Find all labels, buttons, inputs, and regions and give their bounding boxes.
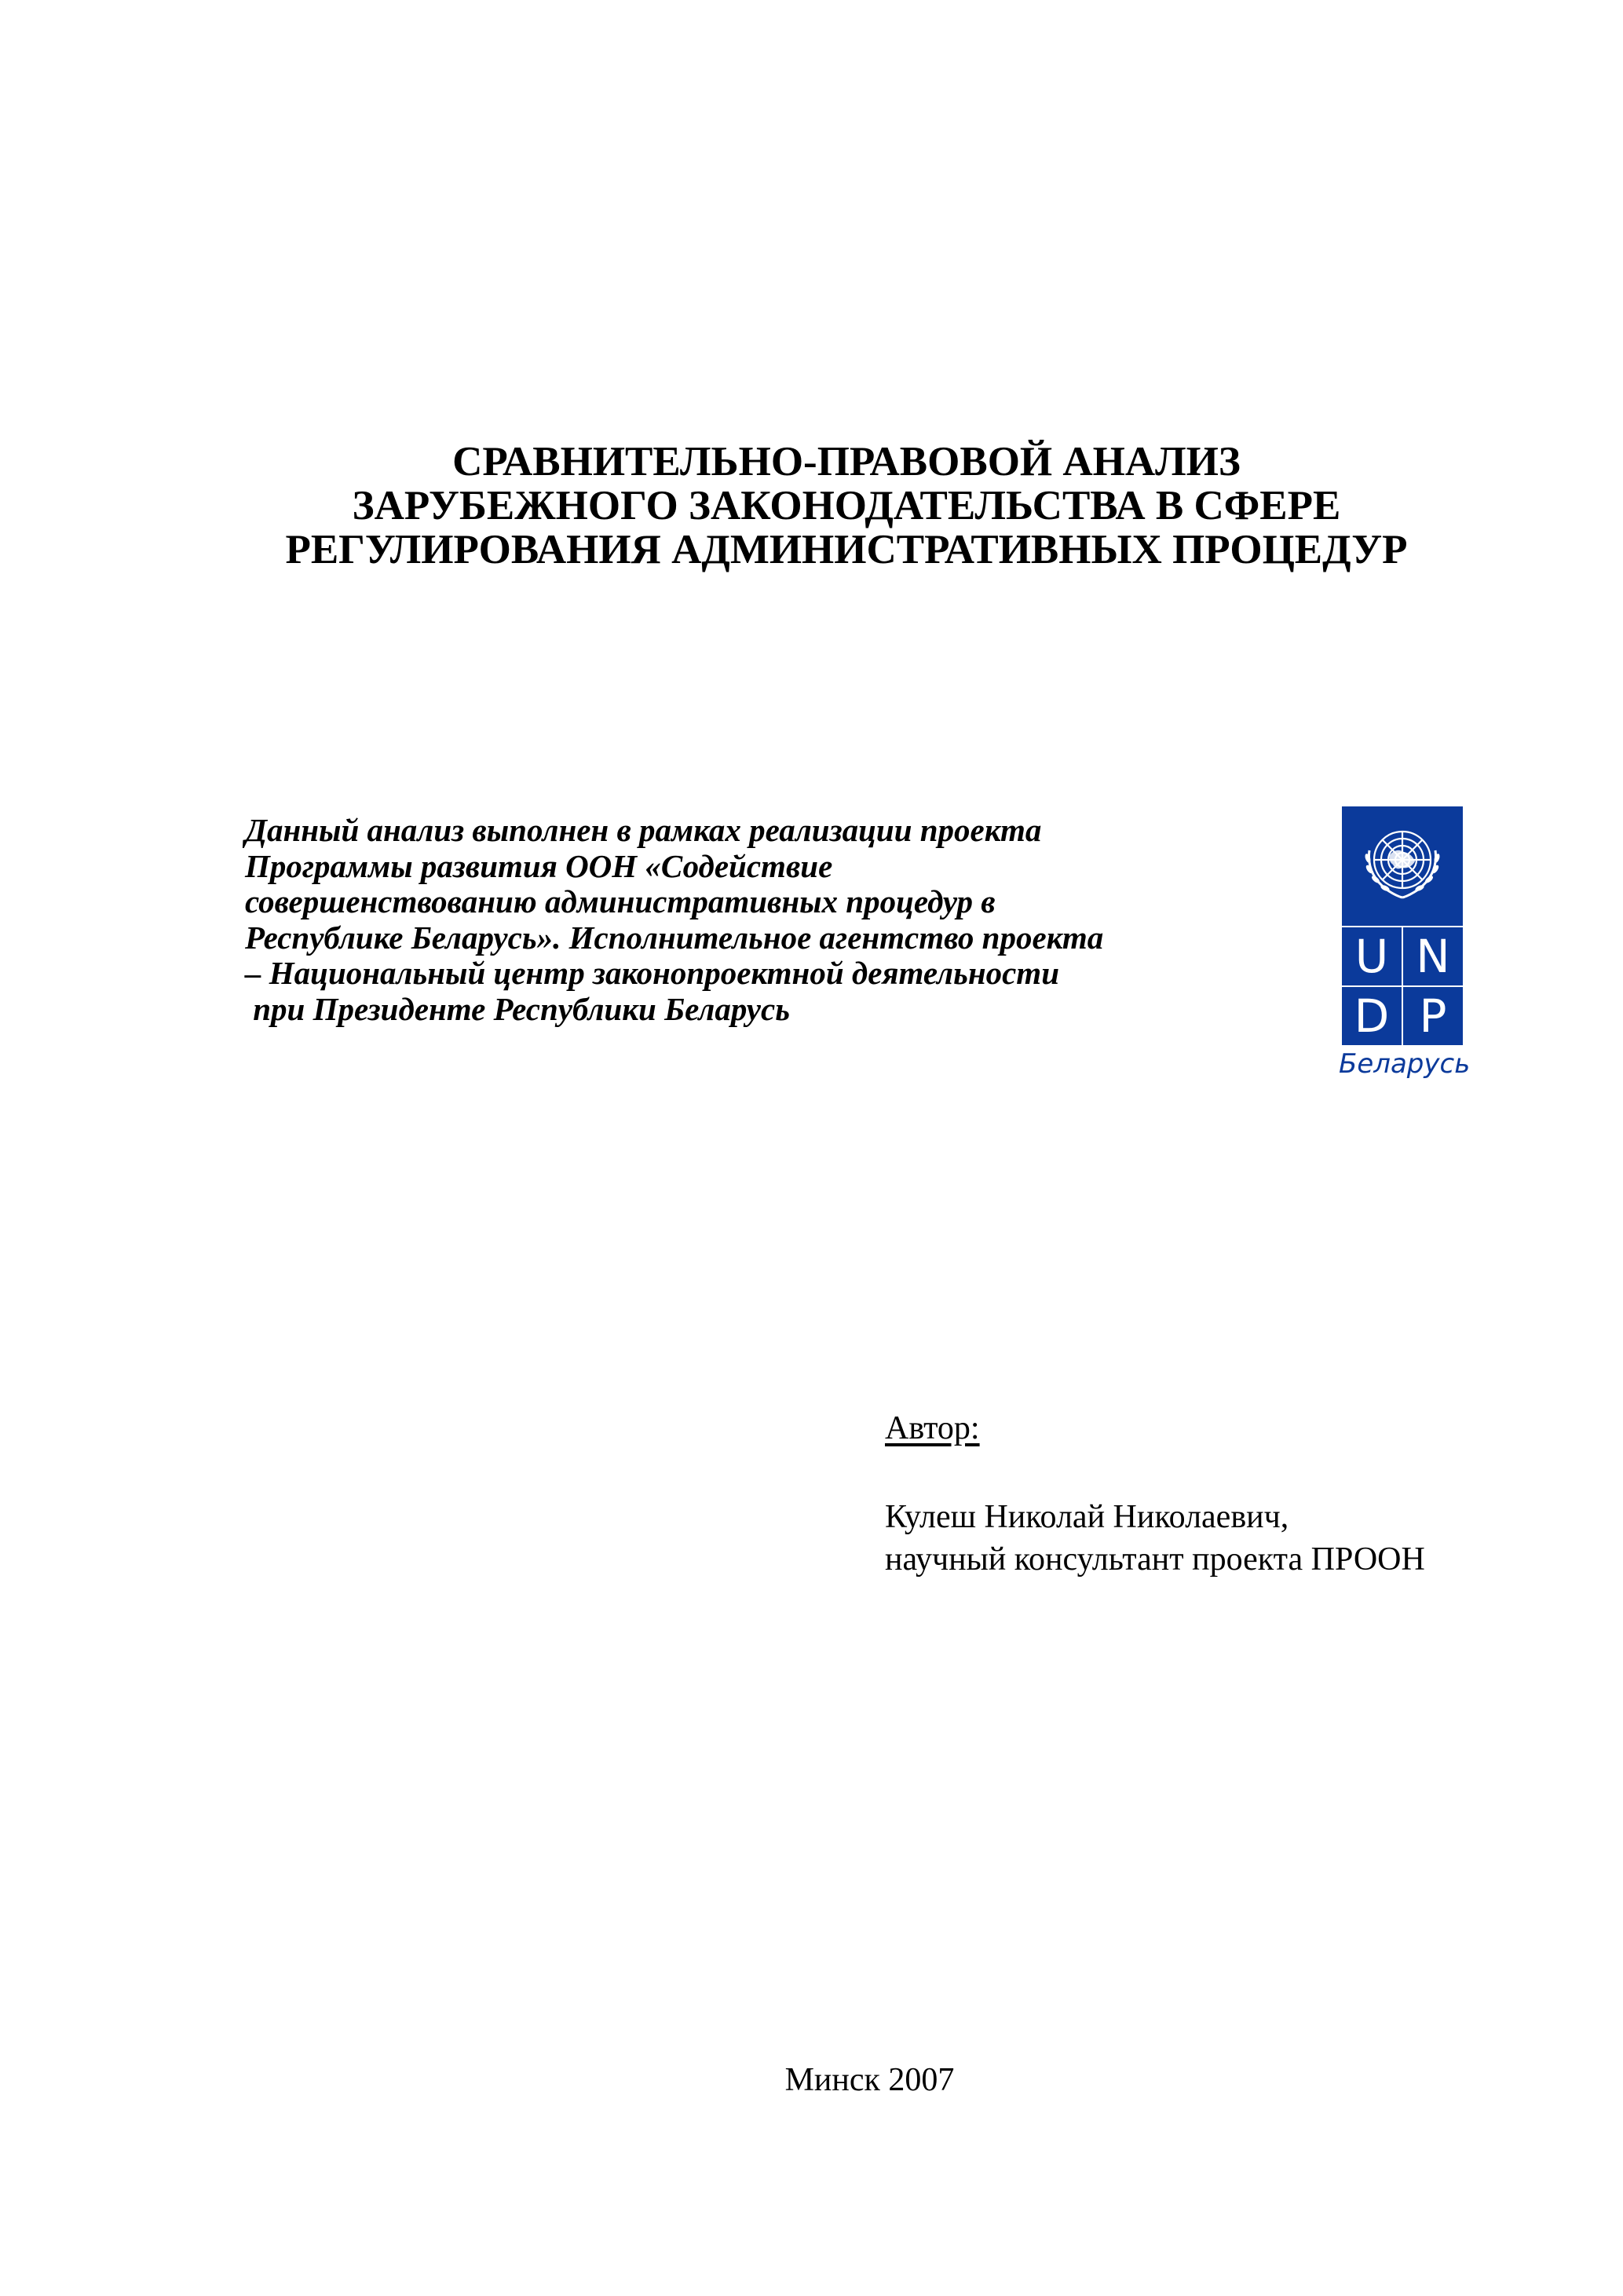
logo-letter: D xyxy=(1342,987,1402,1045)
logo-letter: N xyxy=(1403,927,1463,985)
title-line: РЕГУЛИРОВАНИЯ АДМИНИСТРАТИВНЫХ ПРОЦЕДУР xyxy=(285,527,1408,572)
undp-logo xyxy=(1339,806,1471,1080)
author-block xyxy=(885,1496,1425,1581)
un-emblem-icon xyxy=(1355,819,1449,913)
description-line: Данный анализ выполнен в рамках реализации проекта xyxy=(245,812,1042,848)
undp-letters xyxy=(1342,927,1463,1045)
document-title xyxy=(0,440,1623,572)
title-line: СРАВНИТЕЛЬНО-ПРАВОВОЙ АНАЛИЗ xyxy=(452,439,1241,484)
logo-letter: P xyxy=(1403,987,1463,1045)
description-line: совершенствованию административных процедур в xyxy=(245,883,996,919)
publication-place-year: Минск 2007 xyxy=(784,2062,955,2098)
un-emblem-panel xyxy=(1342,806,1463,926)
description-line: Программы развития ООН «Содействие xyxy=(245,847,833,884)
author-label: Автор: xyxy=(885,1410,980,1446)
description-line: Республике Беларусь». Исполнительное агентство проекта xyxy=(245,919,1104,956)
title-line: ЗАРУБЕЖНОГО ЗАКОНОДАТЕЛЬСТВА В СФЕРЕ xyxy=(352,483,1341,528)
logo-country-label: Беларусь xyxy=(1339,1048,1471,1080)
author-name: Кулеш Николай Николаевич, xyxy=(885,1499,1289,1535)
author-role: научный консультант проекта ПРООН xyxy=(885,1541,1425,1578)
description-line: при Президенте Республики Беларусь xyxy=(245,990,790,1027)
logo-letter: U xyxy=(1342,927,1402,985)
project-description xyxy=(245,813,1103,1027)
description-line: – Национальный центр законопроектной деятельности xyxy=(245,955,1059,991)
